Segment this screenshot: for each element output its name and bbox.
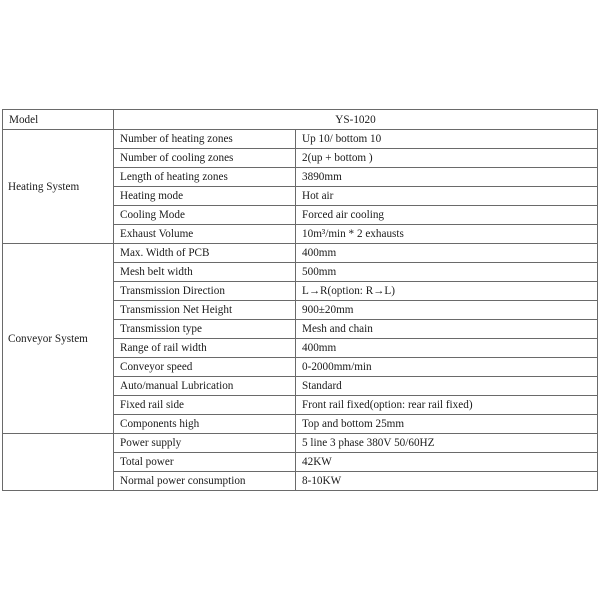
param-value: 42KW: [296, 453, 598, 472]
param-label: Transmission type: [114, 320, 296, 339]
table-row: [3, 434, 598, 453]
param-label: Exhaust Volume: [114, 225, 296, 244]
param-value: 500mm: [296, 263, 598, 282]
param-value: Front rail fixed(option: rear rail fixed): [296, 396, 598, 415]
param-label: Length of heating zones: [114, 168, 296, 187]
param-label: Range of rail width: [114, 339, 296, 358]
model-value: YS-1020: [114, 110, 598, 130]
param-label: Number of heating zones: [114, 130, 296, 149]
model-label: Model: [3, 110, 114, 130]
section-conveyor-system: Conveyor System: [3, 244, 114, 434]
param-label: Conveyor speed: [114, 358, 296, 377]
param-label: Power supply: [114, 434, 296, 453]
param-value: 0-2000mm/min: [296, 358, 598, 377]
section-heating-system: Heating System: [3, 130, 114, 244]
param-value: 5 line 3 phase 380V 50/60HZ: [296, 434, 598, 453]
param-label: Auto/manual Lubrication: [114, 377, 296, 396]
param-value: L→R(option: R→L): [296, 282, 598, 301]
param-value: 10m³/min * 2 exhausts: [296, 225, 598, 244]
param-label: Transmission Direction: [114, 282, 296, 301]
table-row: [3, 130, 598, 149]
param-value: Forced air cooling: [296, 206, 598, 225]
param-value: Mesh and chain: [296, 320, 598, 339]
param-value: Top and bottom 25mm: [296, 415, 598, 434]
param-label: Normal power consumption: [114, 472, 296, 491]
param-label: Number of cooling zones: [114, 149, 296, 168]
model-row: [3, 110, 598, 130]
param-value: Standard: [296, 377, 598, 396]
param-value: 900±20mm: [296, 301, 598, 320]
param-label: Mesh belt width: [114, 263, 296, 282]
param-value: 400mm: [296, 339, 598, 358]
param-label: Heating mode: [114, 187, 296, 206]
param-label: Total power: [114, 453, 296, 472]
param-label: Components high: [114, 415, 296, 434]
param-value: 3890mm: [296, 168, 598, 187]
param-value: 2(up + bottom ): [296, 149, 598, 168]
param-label: Max. Width of PCB: [114, 244, 296, 263]
param-label: Transmission Net Height: [114, 301, 296, 320]
param-label: Fixed rail side: [114, 396, 296, 415]
param-value: Up 10/ bottom 10: [296, 130, 598, 149]
param-value: 400mm: [296, 244, 598, 263]
param-value: Hot air: [296, 187, 598, 206]
section-power: [3, 434, 114, 491]
param-value: 8-10KW: [296, 472, 598, 491]
param-label: Cooling Mode: [114, 206, 296, 225]
table-row: [3, 244, 598, 263]
spec-table: [2, 109, 598, 491]
